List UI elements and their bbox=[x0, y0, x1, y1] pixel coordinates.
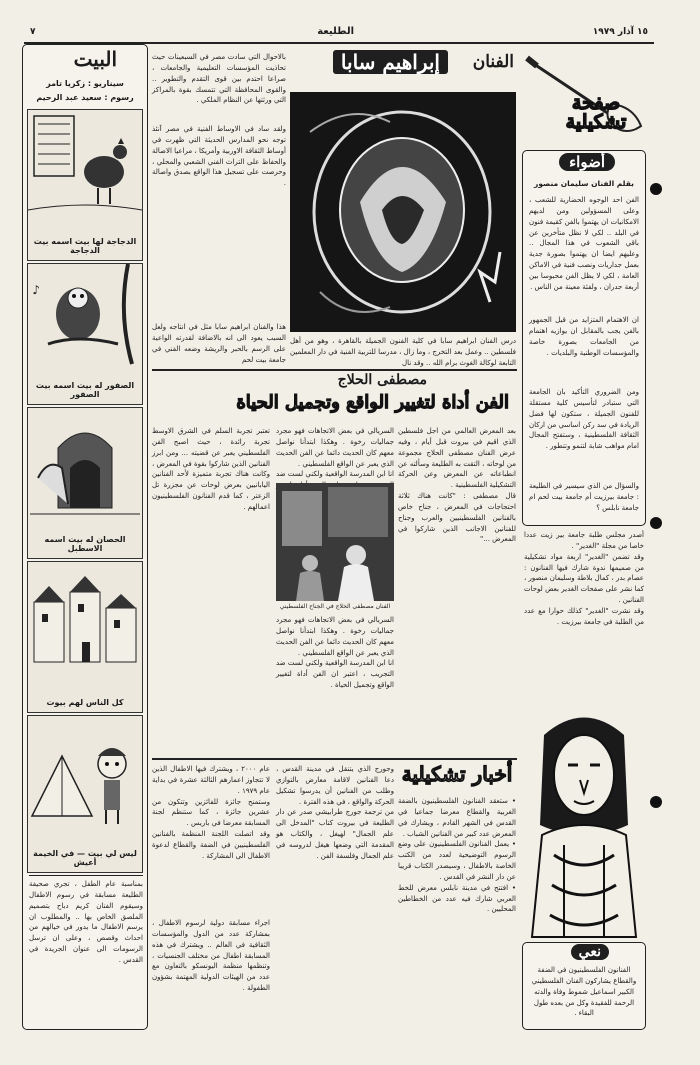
page-header bbox=[24, 24, 654, 44]
artist-exhibition-photo bbox=[276, 483, 394, 601]
salah-photo bbox=[276, 483, 394, 601]
comic-caption-2: الصفور له بيت اسمه بيت الصفور bbox=[35, 380, 135, 400]
salah-headline bbox=[152, 372, 517, 422]
abstract-figure-painting bbox=[290, 92, 516, 332]
salah-title: الفن أداة لتغيير الواقع وتجميل الحياة bbox=[236, 392, 509, 413]
binder-hole bbox=[650, 517, 662, 529]
art-news-text: • ستعقد الفنانون الفلسطينيون بالضفة الغربية والقطاع معرضا جماعيا في القدس في الشهر القادم ، ويشارك في المعرض عدد كبير من الفنانين الشباب . • يعمل الفنانون الفلسطينيون على وضع الرسوم التوضيحية لعدد من الكتب الخاصة بالاطفال ، وسيصدر الكتاب قريبا عن دار النشر في القدس . • افتتح في مدينة نابلس معرض للخط العربي شارك فيه عدد من الخطاطين المحليين . bbox=[398, 797, 516, 914]
obituary-text: الفنانون الفلسطينيون في الضفة والقطاع يشاركون الفنان الفلسطيني الكبير اسماعيل شموط وفاة والدته الرحمة للفقيدة وكل من بعده طول البقاء . bbox=[531, 966, 637, 1018]
artist-body-2: ولقد ساد في الاوساط الفنية في مصر آنئذ توجه نحو المدارس الحديثة التي ظهرت في أوساط الثقافة الاوربية وأمريكا ، مراعيا الاصالة والحفاظ على التراث الفني الشعبي والمحلي ، وحرصت على تسجيل هذا الواقع بصدق واصالة . bbox=[152, 125, 286, 188]
painting-caption: درس الفنان ابراهيم سابا في كلية الفنون الجميلة بالقاهرة ، وهو من أهل فلسطين .. وعمل بعد التخرج ، وما زال ، مدرسا للتربية الفنية في دار المعلمين التابعة لوكالة الغوث برام الله .. وقد نال bbox=[290, 337, 516, 367]
comic-panel-chicken bbox=[27, 109, 143, 261]
salah-col-c: تعتبر تجربة السلم في الشرق الاوسط تجربة رائدة ، حيث اصبح الفن الفلسطيني يعبر عن قضيته ... ومن ابرز الفنانين الذين شاركوا بقوة في المعرض ، وكانت هناك تجربة متميزة لأحد الفنانين اليابانيين بعرض لوحات عن مجزرة تل الزعتر ، كما قدم الفنانون الفلسطينيون اعمالهم . bbox=[152, 427, 270, 511]
comic-panel-tent bbox=[27, 715, 143, 873]
comic-caption-4: كل الناس لهم بيوت bbox=[46, 698, 124, 708]
headline-artist-name: إبراهيم سابا bbox=[333, 50, 448, 74]
artist-headline bbox=[290, 48, 518, 88]
salah-subtitle: مصطفى الحلاج bbox=[337, 372, 427, 388]
art-news-text-2: وجورج الذي يتنقل في مدينة القدس ، دعا الفنانين لاقامة معارض بالتوازي وطلب من الفنانين أن يدرسوا تشكيل الحركة والواقع ، في هذه الفترة . من ترجمة جورج طرابيشي صدر عن دار الطليعة في بيروت كتاب "المدخل الى علم الجمال" لهيغل ، والكتاب هو المقدمة التي وضعها هيغل لدروسه في علم الجمال وفلسفة الفن . bbox=[276, 765, 394, 860]
chicken-coop-drawing bbox=[28, 110, 142, 220]
page-number: ٧ bbox=[30, 27, 36, 37]
comic-caption-3: الحصان له بيت اسمه الاسطبل bbox=[44, 534, 126, 554]
comic-title: البيت bbox=[73, 47, 117, 71]
issue-date: ١٥ آذار ١٩٧٩ bbox=[592, 27, 648, 37]
children-comic bbox=[22, 44, 148, 1030]
lights-p2: ان الاهتمام المتزايد من قبل الجمهور بالفن يجب بالمقابل ان يوازيه اهتمام من الجامعات بصورة خاصة والمؤسسات الوطنية والبلديات . bbox=[529, 316, 639, 357]
portrait-drawing bbox=[524, 705, 644, 937]
divider bbox=[152, 758, 517, 760]
comic-panel-houses bbox=[27, 561, 143, 713]
section-logo bbox=[523, 46, 648, 141]
obituary-title: نعي bbox=[571, 944, 609, 960]
woman-portrait-illustration bbox=[524, 705, 644, 937]
salah-col-b: السريالي في بعض الاتجاهات فهو مجرد جماليات رخوة . وهكذا ابتدأنا نواصل معهم كان الحديث دائما عن الفن الحديث الذي يعبر عن الواقع الفلسطيني . انا ابن المدرسة الواقعية ولكني لست ضد bbox=[276, 427, 394, 479]
bottom-text-a: اجراء مسابقة دولية لرسوم الاطفال ، بمشاركة عدد من الدول والمؤسسات الثقافية في العالم .. ويشترك في هذه المسابقة اطفال من مختلف الجنسيات ، وتنظمها منظمة اليونسكو بالتعاون مع عدد من الهيئات الدولية المهتمة بشؤون الطفولة . bbox=[152, 919, 270, 993]
comic-script-credit: سيناريو : زكريا تامر bbox=[46, 79, 124, 88]
lights-p1: الفن احد الوجوه الحضارية للشعب ، وعلى المسؤولين ومن لديهم الامكانيات ان يهتموا بالفن كقيمة فنون في البلد .. لكي لا نظل متأخرين عن باقي الشعوب في هذا المجال .. وعليهم ايضا ان يهتموا بصورة جدية بعمل جداريات ونصب فنية في الاماكن العامة ، لكي لا يظل الفن محبوسا بين أربعة جدران ، ولفئة معينة من الناس . bbox=[529, 196, 639, 291]
ghadir-note: أصدر مجلس طلبة جامعة بير زيت عددا خاصا من مجلة "الغدير" . وقد تضمن "الغدير" اربعة مواد تشكيلية من صميمها ندوة شارك فيها الفنانون : عصام بدر ، كمال بلاطة وسليمان منصور ، كما نشر على صفحات الغدير بعض لوحات الفنانين . وقد نشرت "الغدير" كذلك حوارا مع عدد من الطلبة في جامعة بيرزيت . bbox=[524, 531, 644, 626]
binder-hole bbox=[650, 183, 662, 195]
comic-panel-bird bbox=[27, 263, 143, 405]
divider bbox=[152, 369, 517, 371]
lights-p3: ومن الضروري التأكيد بان الجامعة التي ستبادر لتأسيس كلية مستقلة للفنون الجميلة ، ستكون لها فضل الريادة في سد ركن اساسي من اركان الثقافة الفلسطينية ، وستفتح المجال امام مواهب شابة لتنمو وتتطور . bbox=[529, 388, 639, 451]
art-news-title: أخبار تشكيلية bbox=[401, 762, 513, 786]
comic-caption-1: الدجاجة لها بيت اسمه بيت الدجاجة bbox=[33, 236, 137, 256]
comic-footer-text: بمناسبة عام الطفل ، تجري صحيفة الطليعة مسابقة في رسوم الاطفال وسيقوم الفنان كريم دباح بتصميم الملصق الخاص بها .. والمطلوب ان يرسم الاطفال ما يدور في خيالهم من احداث وقصص ، وعلى ان ترسل الرسومات الى عنوان الجريدة في القدس . bbox=[29, 880, 143, 964]
tent-child-drawing bbox=[28, 716, 142, 832]
salah-photo-caption: الفنان مصطفى الحلاج في الجناح الفلسطيني bbox=[279, 603, 391, 610]
binder-hole bbox=[650, 796, 662, 808]
comic-panel-horse bbox=[27, 407, 143, 559]
lights-title: أضواء bbox=[559, 153, 615, 171]
publication-name: الطليعة bbox=[317, 26, 354, 37]
lights-byline: بقلم الفنان سليمان منصور bbox=[534, 179, 634, 188]
comic-caption-5: ليس لي بيت — في الخيمة أعيش bbox=[33, 848, 137, 868]
artist-body-1: بالاحوال التي سادت مصر في السبعينات حيث تحاذيت المؤسسات التعليمية والجامعات ، صراعا احتدم بين قوى التقدم والتطوير .. والقوى المحافظة التي تتمسك بقوة بالمراكز التي ورثتها عن النظام الملكي . bbox=[152, 53, 286, 105]
divider bbox=[29, 875, 143, 876]
artist-painting bbox=[290, 92, 516, 332]
horse-stable-drawing bbox=[28, 408, 142, 518]
lights-p4: والسؤال من الذي سيسير في الطليعة : جامعة بيرزيت أم جامعة بيت لحم ام جامعة نابلس ؟ bbox=[529, 482, 639, 512]
svg-text:♪: ♪ bbox=[32, 283, 40, 297]
headline-prefix: الفنان bbox=[472, 52, 514, 72]
lights-box bbox=[522, 150, 646, 526]
artist-body-3: هذا والفنان ابراهيم سابا مثل في انتاجه ولعل السبب يعود الى انه بالاضافة لقدرته الواعية على الرسم بالحبر والريشة وضعه الفني في جامعة بيت لحم bbox=[152, 323, 286, 364]
art-news-text-3: عام ٢٠٠٠ ، ويشترك فيها الاطفال الذين لا تتجاوز اعمارهم الثالثة عشرة في بداية عام ١٩٧٩ . وستمنح جائزة للفائزين وتتكون من عشرين جائزة ، كما ستنظم لجنة المسابقة معرضا في باريس . وقد اتصلت اللجنة المنظمة بالفنانين الفلسطينيين في الضفة والقطاع لدعوة الاطفال الى المشاركة . bbox=[152, 765, 270, 860]
salah-col-b2: السريالي في بعض الاتجاهات فهو مجرد جماليات رخوة . وهكذا ابتدأنا نواصل معهم كان الحديث دائما عن الفن الحديث الذي يعبر عن الواقع الفلسطيني . انا ابن المدرسة الواقعية ولكني لست ضد التجريب ، اعتبر ان الفن أداة لتغيير الواقع وتجميل الحياة . bbox=[276, 616, 394, 690]
section-logo-title: صفحة تشكيلية bbox=[565, 92, 627, 133]
houses-drawing bbox=[28, 562, 142, 678]
obituary-box bbox=[522, 942, 646, 1030]
bird-nest-drawing bbox=[28, 264, 142, 364]
comic-art-credit: رسوم : سعيد عبد الرحيم bbox=[36, 93, 134, 102]
salah-col-a: بعد المعرض العالمي من اجل فلسطين الذي اقيم في بيروت قبل أيام ، وفيه عرض الفنان مصطفى الحلاج مجموعة من لوحاته ، التقت به الطليعة وسألته عن انطباعاته عن المعرض وعن الحركة التشكيلية الفلسطينية . قال مصطفى : "كانت هناك ثلاثة احتجاجات في المعرض ، جناح خاص بالفنانين الفلسطينيين والعرب وجناح للفنانين الاجانب الذين شاركوا في المعرض ..." bbox=[398, 427, 516, 544]
